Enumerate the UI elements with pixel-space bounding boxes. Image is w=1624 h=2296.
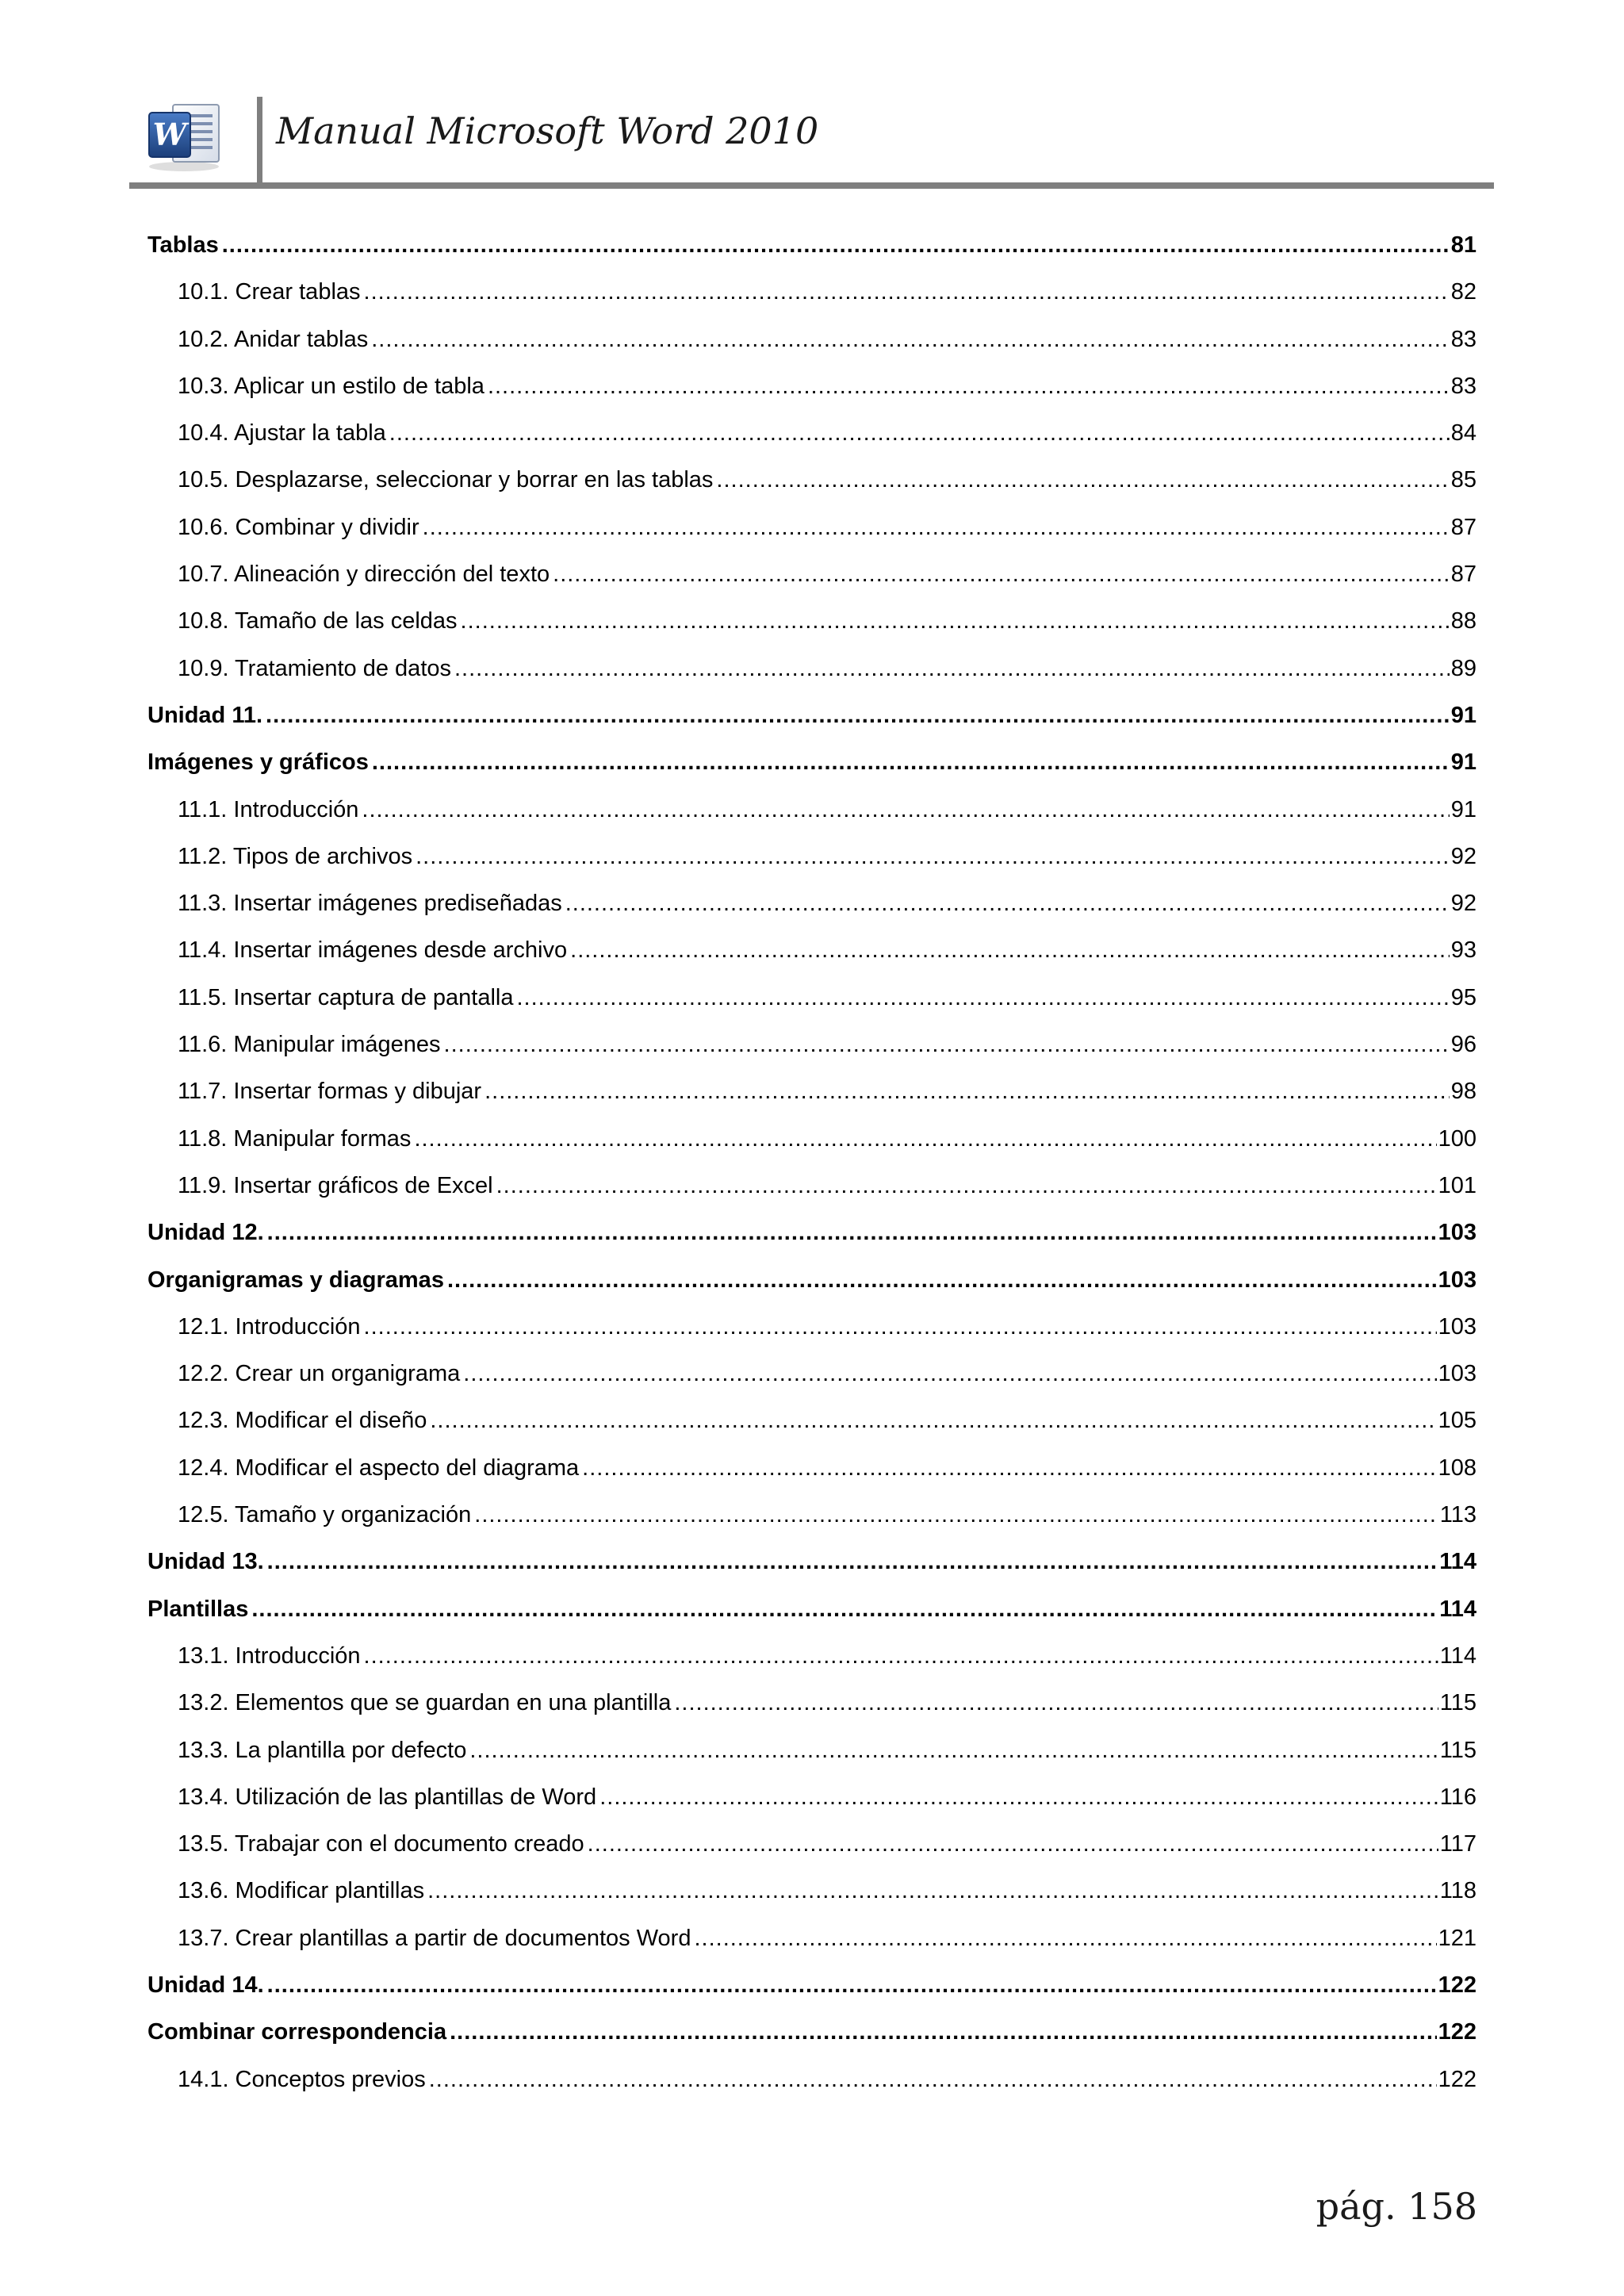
toc-entry-title: 10.5. Desplazarse, seleccionar y borrar en las tablas [178, 467, 714, 493]
toc-subentry[interactable] [147, 551, 1477, 598]
toc-subentry[interactable] [147, 1068, 1477, 1115]
toc-dot-leader [553, 551, 1450, 598]
toc-subentry[interactable] [147, 927, 1477, 974]
toc-page-number: 98 [1450, 1079, 1477, 1105]
toc-subentry[interactable] [147, 504, 1477, 551]
toc-subentry[interactable] [147, 787, 1477, 834]
toc-subentry[interactable] [147, 975, 1477, 1022]
toc-page-number: 100 [1438, 1125, 1477, 1152]
toc-dot-leader [430, 1397, 1436, 1444]
toc-page-number: 89 [1450, 655, 1477, 681]
toc-dot-leader [496, 1163, 1437, 1209]
toc-heading-entry[interactable] [147, 1539, 1477, 1585]
toc-dot-leader [454, 646, 1450, 692]
toc-entry-title: Combinar correspondencia [147, 2019, 447, 2045]
toc-entry-title: 11.9. Insertar gráficos de Excel [178, 1172, 493, 1198]
toc-entry-title: 11.6. Manipular imágenes [178, 1032, 441, 1058]
toc-entry-title: 10.6. Combinar y dividir [178, 514, 419, 540]
page-number: pág. 158 [1316, 2185, 1477, 2228]
toc-dot-leader [414, 1116, 1436, 1163]
toc-page-number: 114 [1439, 1549, 1477, 1575]
toc-entry-title: Unidad 13. [147, 1549, 264, 1575]
toc-page-number: 83 [1450, 326, 1477, 352]
toc-entry-title: 10.8. Tamaño de las celdas [178, 608, 458, 634]
toc-dot-leader [372, 739, 1450, 786]
toc-page-number: 101 [1438, 1172, 1477, 1198]
toc-subentry[interactable] [147, 1492, 1477, 1539]
toc-dot-leader [371, 316, 1450, 363]
toc-heading-entry[interactable] [147, 1586, 1477, 1633]
toc-subentry[interactable] [147, 1445, 1477, 1492]
toc-heading-entry[interactable] [147, 222, 1477, 269]
toc-subentry[interactable] [147, 1351, 1477, 1397]
toc-dot-leader [716, 457, 1449, 504]
toc-page-number: 113 [1439, 1502, 1477, 1528]
toc-entry-title: 13.6. Modificar plantillas [178, 1878, 425, 1904]
toc-page-number: 95 [1450, 984, 1477, 1010]
toc-page-number: 117 [1439, 1831, 1477, 1857]
toc-subentry[interactable] [147, 1680, 1477, 1727]
toc-dot-leader [570, 927, 1450, 974]
toc-page-number: 115 [1439, 1737, 1477, 1763]
document-title: Manual Microsoft Word 2010 [276, 109, 819, 152]
toc-dot-leader [516, 975, 1449, 1022]
toc-page-number: 88 [1450, 608, 1477, 634]
toc-subentry[interactable] [147, 2056, 1477, 2103]
toc-heading-entry[interactable] [147, 1962, 1477, 2009]
toc-subentry[interactable] [147, 1868, 1477, 1915]
toc-entry-title: 11.1. Introducción [178, 796, 359, 822]
toc-dot-leader [267, 1962, 1437, 2009]
toc-page-number: 122 [1438, 1972, 1477, 1998]
toc-page-number: 118 [1439, 1878, 1477, 1904]
toc-entry-title: 10.2. Anidar tablas [178, 326, 369, 352]
toc-subentry[interactable] [147, 646, 1477, 692]
toc-page-number: 87 [1450, 514, 1477, 540]
toc-entry-title: Unidad 14. [147, 1972, 264, 1998]
toc-page-number: 91 [1450, 702, 1477, 728]
toc-entry-title: 11.2. Tipos de archivos [178, 843, 413, 869]
toc-entry-title: 13.4. Utilización de las plantillas de Word [178, 1784, 597, 1810]
toc-dot-leader [389, 410, 1450, 457]
toc-dot-leader [582, 1445, 1436, 1492]
toc-dot-leader [485, 1068, 1450, 1115]
toc-dot-leader [423, 504, 1450, 551]
toc-subentry[interactable] [147, 1821, 1477, 1868]
toc-dot-leader [447, 1257, 1437, 1304]
toc-page-number: 87 [1450, 562, 1477, 588]
word-2010-logo-icon [144, 100, 225, 173]
toc-subentry[interactable] [147, 834, 1477, 880]
toc-dot-leader [488, 363, 1450, 410]
toc-page-number: 122 [1438, 2019, 1477, 2045]
toc-entry-title: 13.7. Crear plantillas a partir de documentos Word [178, 1925, 691, 1951]
toc-subentry[interactable] [147, 269, 1477, 316]
toc-dot-leader [364, 1633, 1438, 1680]
table-of-contents [147, 222, 1477, 2103]
toc-dot-leader [364, 1304, 1437, 1351]
toc-heading-entry[interactable] [147, 1257, 1477, 1304]
toc-page-number: 96 [1450, 1032, 1477, 1058]
toc-subentry[interactable] [147, 1304, 1477, 1351]
toc-entry-title: Imágenes y gráficos [147, 749, 369, 776]
toc-subentry[interactable] [147, 363, 1477, 410]
toc-page-number: 103 [1438, 1313, 1477, 1340]
toc-page-number: 91 [1450, 749, 1477, 776]
toc-entry-title: 10.4. Ajustar la tabla [178, 420, 386, 447]
toc-dot-leader [674, 1680, 1438, 1727]
toc-dot-leader [429, 2056, 1437, 2103]
toc-dot-leader [461, 598, 1450, 645]
toc-page-number: 103 [1438, 1361, 1477, 1387]
toc-page-number: 83 [1450, 373, 1477, 399]
toc-page-number: 114 [1439, 1596, 1477, 1622]
toc-entry-title: 11.8. Manipular formas [178, 1125, 412, 1152]
toc-subentry[interactable] [147, 1022, 1477, 1068]
toc-dot-leader [416, 834, 1450, 880]
toc-entry-title: Unidad 12. [147, 1220, 264, 1246]
toc-heading-entry[interactable] [147, 2009, 1477, 2056]
toc-dot-leader [267, 1539, 1438, 1585]
toc-dot-leader [599, 1774, 1438, 1821]
toc-dot-leader [364, 269, 1450, 316]
header-divider [257, 97, 262, 186]
toc-dot-leader [463, 1351, 1436, 1397]
toc-page-number: 82 [1450, 279, 1477, 305]
toc-dot-leader [444, 1022, 1450, 1068]
toc-dot-leader [694, 1915, 1436, 1962]
toc-page-number: 84 [1450, 420, 1477, 447]
toc-heading-entry[interactable] [147, 739, 1477, 786]
toc-entry-title: 11.3. Insertar imágenes prediseñadas [178, 891, 562, 917]
toc-subentry[interactable] [147, 598, 1477, 645]
toc-subentry[interactable] [147, 1915, 1477, 1962]
toc-subentry[interactable] [147, 1163, 1477, 1209]
toc-page-number: 105 [1438, 1408, 1477, 1434]
toc-page-number: 85 [1450, 467, 1477, 493]
toc-dot-leader [267, 1209, 1437, 1256]
toc-dot-leader [251, 1586, 1438, 1633]
header-rule [129, 182, 1494, 189]
toc-subentry[interactable] [147, 1397, 1477, 1444]
toc-subentry[interactable] [147, 457, 1477, 504]
toc-subentry[interactable] [147, 1727, 1477, 1774]
toc-entry-title: 11.4. Insertar imágenes desde archivo [178, 937, 568, 964]
toc-entry-title: 11.5. Insertar captura de pantalla [178, 984, 514, 1010]
toc-subentry[interactable] [147, 1774, 1477, 1821]
toc-entry-title: 14.1. Conceptos previos [178, 2066, 426, 2092]
toc-page-number: 93 [1450, 937, 1477, 964]
word-logo-letter: W [152, 117, 187, 152]
toc-page-number: 121 [1438, 1925, 1477, 1951]
toc-dot-leader [427, 1868, 1438, 1915]
toc-entry-title: 12.2. Crear un organigrama [178, 1361, 461, 1387]
toc-subentry[interactable] [147, 1116, 1477, 1163]
toc-page-number: 108 [1438, 1455, 1477, 1481]
toc-subentry[interactable] [147, 410, 1477, 457]
toc-dot-leader [469, 1727, 1438, 1774]
toc-dot-leader [474, 1492, 1438, 1539]
toc-page-number: 91 [1450, 796, 1477, 822]
toc-page-number: 92 [1450, 891, 1477, 917]
toc-page-number: 122 [1438, 2066, 1477, 2092]
toc-entry-title: Plantillas [147, 1596, 249, 1622]
toc-page-number: 103 [1438, 1220, 1477, 1246]
toc-entry-title: 12.5. Tamaño y organización [178, 1502, 472, 1528]
toc-page-number: 114 [1439, 1642, 1477, 1669]
toc-entry-title: 13.5. Trabajar con el documento creado [178, 1831, 584, 1857]
toc-dot-leader [450, 2009, 1437, 2056]
toc-dot-leader [362, 787, 1449, 834]
toc-subentry[interactable] [147, 880, 1477, 927]
toc-page-number: 116 [1439, 1784, 1477, 1810]
toc-subentry[interactable] [147, 316, 1477, 363]
toc-entry-title: Organigramas y diagramas [147, 1267, 444, 1293]
toc-entry-title: 10.9. Tratamiento de datos [178, 655, 451, 681]
toc-entry-title: 12.4. Modificar el aspecto del diagrama [178, 1455, 580, 1481]
toc-subentry[interactable] [147, 1633, 1477, 1680]
toc-entry-title: 12.3. Modificar el diseño [178, 1408, 427, 1434]
toc-heading-entry[interactable] [147, 692, 1477, 739]
toc-entry-title: 13.2. Elementos que se guardan en una plantilla [178, 1690, 672, 1716]
toc-entry-title: 13.1. Introducción [178, 1642, 361, 1669]
toc-entry-title: 12.1. Introducción [178, 1313, 361, 1340]
toc-page-number: 92 [1450, 843, 1477, 869]
toc-entry-title: 13.3. La plantilla por defecto [178, 1737, 467, 1763]
toc-page-number: 103 [1438, 1267, 1477, 1293]
toc-page-number: 115 [1439, 1690, 1477, 1716]
toc-dot-leader [222, 222, 1450, 269]
toc-entry-title: Tablas [147, 232, 219, 258]
toc-entry-title: 11.7. Insertar formas y dibujar [178, 1079, 482, 1105]
toc-page-number: 81 [1450, 232, 1477, 258]
toc-heading-entry[interactable] [147, 1209, 1477, 1256]
toc-entry-title: 10.3. Aplicar un estilo de tabla [178, 373, 485, 399]
page-header [0, 0, 1624, 190]
toc-entry-title: Unidad 11. [147, 702, 263, 728]
toc-dot-leader [588, 1821, 1438, 1868]
toc-dot-leader [266, 692, 1450, 739]
toc-dot-leader [565, 880, 1450, 927]
toc-entry-title: 10.7. Alineación y dirección del texto [178, 562, 550, 588]
toc-entry-title: 10.1. Crear tablas [178, 279, 361, 305]
